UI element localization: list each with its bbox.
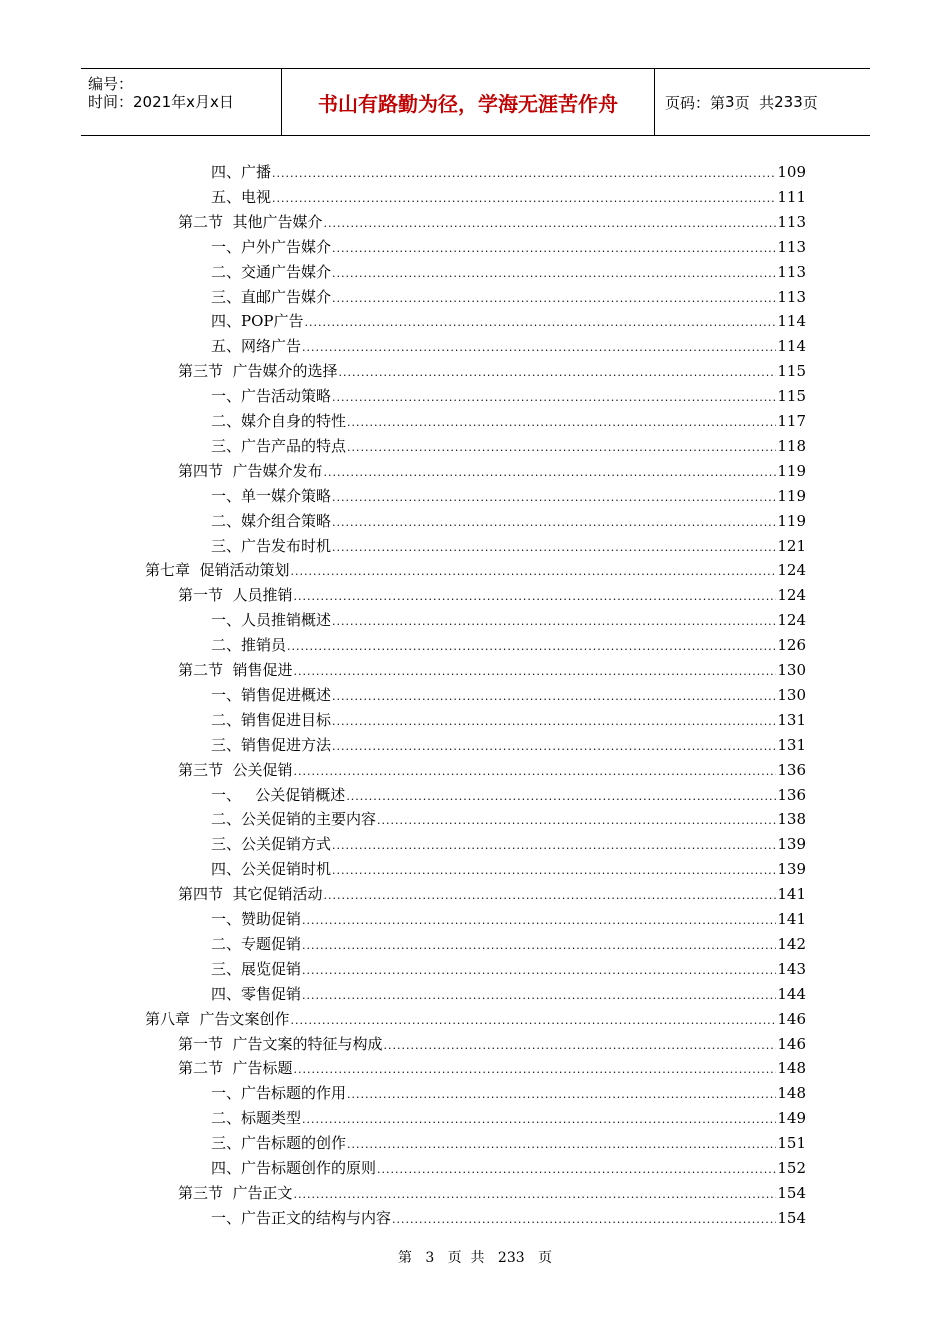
footer-suffix: 页 xyxy=(538,1250,552,1266)
toc-dot-leader xyxy=(324,216,777,232)
toc-entry-page: 154 xyxy=(777,1208,806,1227)
toc-entry-title: 第一节 人员推销 xyxy=(178,586,293,605)
toc-dot-leader xyxy=(294,664,777,680)
toc-entry-title: 二、交通广告媒介 xyxy=(211,262,332,281)
toc-entry-page: 149 xyxy=(777,1109,806,1128)
toc-entry[interactable] xyxy=(211,731,806,755)
toc-entry-title: 第二节 销售促进 xyxy=(178,661,293,679)
toc-entry[interactable] xyxy=(211,482,806,506)
toc-entry[interactable] xyxy=(211,855,806,879)
toc-entry-title: 第三节 广告媒介的选择 xyxy=(178,362,338,381)
footer-prefix: 第 xyxy=(398,1250,412,1266)
toc-entry-page: 148 xyxy=(777,1084,806,1103)
toc-entry-page: 115 xyxy=(777,387,806,406)
footer-page-number: 3 xyxy=(425,1250,435,1266)
toc-entry-page: 121 xyxy=(777,536,806,555)
toc-dot-leader xyxy=(302,988,776,1004)
toc-entry[interactable] xyxy=(211,532,806,556)
toc-entry[interactable] xyxy=(145,1005,806,1029)
toc-entry-title: 第三节 公关促销 xyxy=(178,760,293,779)
toc-entry[interactable] xyxy=(211,930,806,954)
header-number-label: 编号： xyxy=(88,75,134,93)
header-page-mid: 页 共 xyxy=(734,93,775,112)
toc-entry-title: 四、零售促销 xyxy=(211,984,302,1003)
toc-entry-title: 一、户外广告媒介 xyxy=(211,237,332,256)
toc-entry-page: 130 xyxy=(777,685,806,704)
toc-entry-page: 136 xyxy=(777,785,806,804)
toc-entry-page: 113 xyxy=(777,237,806,256)
toc-entry-title: 第三节 广告正文 xyxy=(178,1183,293,1202)
toc-entry[interactable] xyxy=(211,382,806,406)
toc-entry-title: 三、展览促销 xyxy=(211,959,302,978)
toc-entry[interactable] xyxy=(211,1204,806,1228)
header-page-info xyxy=(655,69,870,135)
toc-entry-page: 119 xyxy=(777,486,806,505)
toc-entry-page: 139 xyxy=(777,835,806,854)
toc-entry-title: 三、公关促销方式 xyxy=(211,835,332,854)
toc-entry-page: 154 xyxy=(777,1183,806,1202)
toc-entry-title: 四、POP广告 xyxy=(211,312,304,331)
toc-entry-page: 148 xyxy=(777,1059,806,1078)
toc-entry-page: 109 xyxy=(777,163,806,181)
toc-entry-title: 二、销售促进目标 xyxy=(211,710,332,729)
toc-entry-page: 118 xyxy=(777,436,806,455)
toc-dot-leader xyxy=(332,241,776,257)
toc-dot-leader xyxy=(302,1112,776,1128)
toc-entry-title: 一、广告正文的结构与内容 xyxy=(211,1208,392,1227)
toc-entry-title: 一、人员推销概述 xyxy=(211,611,332,630)
toc-entry[interactable] xyxy=(211,631,806,655)
toc-dot-leader xyxy=(302,963,776,979)
toc-entry-title: 三、销售促进方法 xyxy=(211,735,332,754)
toc-entry[interactable] xyxy=(211,830,806,854)
footer-total: 233 xyxy=(497,1250,525,1266)
toc-dot-leader xyxy=(332,863,776,879)
toc-entry-page: 124 xyxy=(777,561,806,580)
toc-dot-leader xyxy=(272,191,776,207)
header-page-prefix: 页码：第 xyxy=(665,93,726,112)
toc-dot-leader xyxy=(347,1087,776,1103)
toc-entry-page: 138 xyxy=(777,810,806,829)
toc-dot-leader xyxy=(302,340,776,356)
toc-dot-leader xyxy=(302,938,776,954)
header-motto: 书山有路勤为径，学海无涯苦作舟 xyxy=(282,69,655,135)
toc-entry[interactable] xyxy=(178,208,806,232)
toc-entry-title: 三、广告标题的创作 xyxy=(211,1134,347,1153)
toc-entry[interactable] xyxy=(211,407,806,431)
toc-entry-title: 四、广告标题创作的原则 xyxy=(211,1159,377,1177)
toc-entry[interactable] xyxy=(211,258,806,282)
toc-entry[interactable] xyxy=(211,980,806,1004)
toc-entry[interactable] xyxy=(211,1129,806,1153)
toc-entry-page: 119 xyxy=(777,511,806,530)
toc-entry-page: 126 xyxy=(777,636,806,655)
toc-dot-leader xyxy=(339,365,777,381)
toc-entry[interactable] xyxy=(211,955,806,979)
toc-entry-page: 115 xyxy=(777,362,806,381)
toc-entry-page: 117 xyxy=(777,412,806,430)
toc-entry-page: 152 xyxy=(777,1159,806,1177)
toc-entry-page: 113 xyxy=(777,287,806,306)
toc-dot-leader xyxy=(332,739,776,755)
toc-entry-title: 一、 公关促销概述 xyxy=(211,785,346,804)
toc-entry[interactable] xyxy=(211,681,806,705)
toc-entry-title: 三、广告发布时机 xyxy=(211,536,332,555)
toc-entry-page: 151 xyxy=(777,1134,806,1153)
toc-dot-leader xyxy=(294,589,777,605)
toc-entry-title: 二、公关促销的主要内容 xyxy=(211,810,377,829)
toc-dot-leader xyxy=(332,540,776,556)
toc-dot-leader xyxy=(291,564,777,580)
toc-dot-leader xyxy=(332,390,776,406)
toc-entry-page: 114 xyxy=(777,312,806,331)
toc-entry-page: 113 xyxy=(777,262,806,281)
toc-entry-title: 五、网络广告 xyxy=(211,337,302,356)
toc-entry-title: 第四节 广告媒介发布 xyxy=(178,461,323,480)
toc-entry[interactable] xyxy=(211,183,806,207)
toc-dot-leader xyxy=(377,813,776,829)
toc-entry[interactable] xyxy=(211,507,806,531)
toc-entry-page: 146 xyxy=(777,1034,806,1053)
toc-entry-page: 111 xyxy=(777,187,806,206)
toc-entry[interactable] xyxy=(211,332,806,356)
toc-dot-leader xyxy=(324,465,777,481)
toc-dot-leader xyxy=(294,1062,777,1078)
toc-entry[interactable] xyxy=(211,432,806,456)
toc-dot-leader xyxy=(294,1187,777,1203)
toc-entry-title: 四、广播 xyxy=(211,163,272,181)
toc-dot-leader xyxy=(291,1013,777,1029)
toc-entry[interactable] xyxy=(211,307,806,331)
toc-entry-title: 二、媒介自身的特性 xyxy=(211,412,347,430)
toc-dot-leader xyxy=(384,1038,777,1054)
toc-dot-leader xyxy=(324,888,777,904)
page-footer xyxy=(0,1247,950,1267)
toc-entry-page: 139 xyxy=(777,860,806,879)
toc-entry-title: 第四节 其它促销活动 xyxy=(178,885,323,904)
toc-dot-leader xyxy=(294,764,777,780)
toc-entry[interactable] xyxy=(178,880,806,904)
toc-entry[interactable] xyxy=(178,1054,806,1078)
toc-entry-title: 第二节 其他广告媒介 xyxy=(178,212,323,231)
toc-entry-title: 第七章 促销活动策划 xyxy=(145,561,290,580)
toc-entry[interactable] xyxy=(178,1179,806,1203)
toc-dot-leader xyxy=(287,639,776,655)
toc-entry-title: 五、电视 xyxy=(211,187,272,206)
toc-entry-page: 136 xyxy=(777,760,806,779)
toc-entry-page: 119 xyxy=(777,461,806,480)
toc-entry-title: 一、广告活动策略 xyxy=(211,387,332,406)
header-page-total: 233 xyxy=(774,93,803,111)
toc-dot-leader xyxy=(332,515,776,531)
toc-entry[interactable] xyxy=(178,756,806,780)
header-meta-cell xyxy=(81,69,282,135)
toc-entry-page: 131 xyxy=(777,710,806,729)
toc-entry-page: 131 xyxy=(777,735,806,754)
toc-entry[interactable] xyxy=(211,905,806,929)
toc-dot-leader xyxy=(377,1162,776,1178)
footer-mid: 页 共 xyxy=(447,1250,485,1266)
toc-entry[interactable] xyxy=(211,1154,806,1178)
toc-entry[interactable] xyxy=(211,1104,806,1128)
toc-entry-title: 三、直邮广告媒介 xyxy=(211,287,332,306)
toc-entry-title: 一、广告标题的作用 xyxy=(211,1084,347,1103)
toc-entry[interactable] xyxy=(211,233,806,257)
toc-dot-leader xyxy=(347,415,776,431)
toc-dot-leader xyxy=(332,714,776,730)
toc-dot-leader xyxy=(332,614,776,630)
toc-dot-leader xyxy=(332,490,776,506)
toc-entry-title: 一、单一媒介策略 xyxy=(211,486,332,505)
toc-entry-title: 第八章 广告文案创作 xyxy=(145,1009,290,1028)
toc-entry[interactable] xyxy=(178,357,806,381)
toc-entry-page: 143 xyxy=(777,959,806,978)
toc-entry-page: 124 xyxy=(777,586,806,605)
toc-entry[interactable] xyxy=(211,1079,806,1103)
toc-entry-page: 144 xyxy=(777,984,806,1003)
toc-dot-leader xyxy=(332,291,776,307)
toc-dot-leader xyxy=(302,913,776,929)
toc-entry-page: 146 xyxy=(777,1009,806,1028)
toc-dot-leader xyxy=(304,315,776,331)
toc-entry[interactable] xyxy=(211,158,806,182)
toc-entry[interactable] xyxy=(145,556,806,580)
header-page-number: 3 xyxy=(725,93,735,111)
toc-entry-page: 114 xyxy=(777,337,806,356)
toc-entry-page: 141 xyxy=(777,910,806,928)
header-time-label: 时间：2021年x月x日 xyxy=(88,93,234,111)
toc-entry-title: 第二节 广告标题 xyxy=(178,1059,293,1078)
toc-entry[interactable] xyxy=(211,805,806,829)
toc-entry[interactable] xyxy=(211,606,806,630)
toc-entry-title: 二、标题类型 xyxy=(211,1109,302,1128)
toc-entry-page: 141 xyxy=(777,885,806,904)
toc-entry-title: 一、赞助促销 xyxy=(211,910,302,928)
toc-entry-title: 四、公关促销时机 xyxy=(211,860,332,879)
toc-dot-leader xyxy=(332,689,776,705)
page-header xyxy=(81,68,870,136)
toc-dot-leader xyxy=(272,166,776,182)
toc-entry-title: 二、专题促销 xyxy=(211,934,302,953)
toc-entry-page: 130 xyxy=(777,661,806,679)
toc-dot-leader xyxy=(347,1137,776,1153)
toc-dot-leader xyxy=(346,789,776,805)
toc-entry-page: 113 xyxy=(777,212,806,231)
toc-entry-page: 124 xyxy=(777,611,806,630)
toc-entry-title: 二、媒介组合策略 xyxy=(211,511,332,530)
toc-dot-leader xyxy=(392,1212,776,1228)
toc-entry-title: 二、推销员 xyxy=(211,636,287,655)
toc-entry-page: 142 xyxy=(777,934,806,953)
toc-dot-leader xyxy=(332,266,776,282)
toc-entry[interactable] xyxy=(211,283,806,307)
toc-entry[interactable] xyxy=(211,781,806,805)
toc-entry[interactable] xyxy=(178,581,806,605)
toc-entry-title: 三、广告产品的特点 xyxy=(211,436,347,455)
toc-entry-title: 一、销售促进概述 xyxy=(211,685,332,704)
header-page-suffix: 页 xyxy=(802,93,818,112)
toc-entry[interactable] xyxy=(178,1030,806,1054)
toc-entry[interactable] xyxy=(178,656,806,680)
toc-entry-title: 第一节 广告文案的特征与构成 xyxy=(178,1034,383,1053)
toc-entry[interactable] xyxy=(178,457,806,481)
toc-dot-leader xyxy=(347,440,776,456)
toc-dot-leader xyxy=(332,838,776,854)
toc-entry[interactable] xyxy=(211,706,806,730)
